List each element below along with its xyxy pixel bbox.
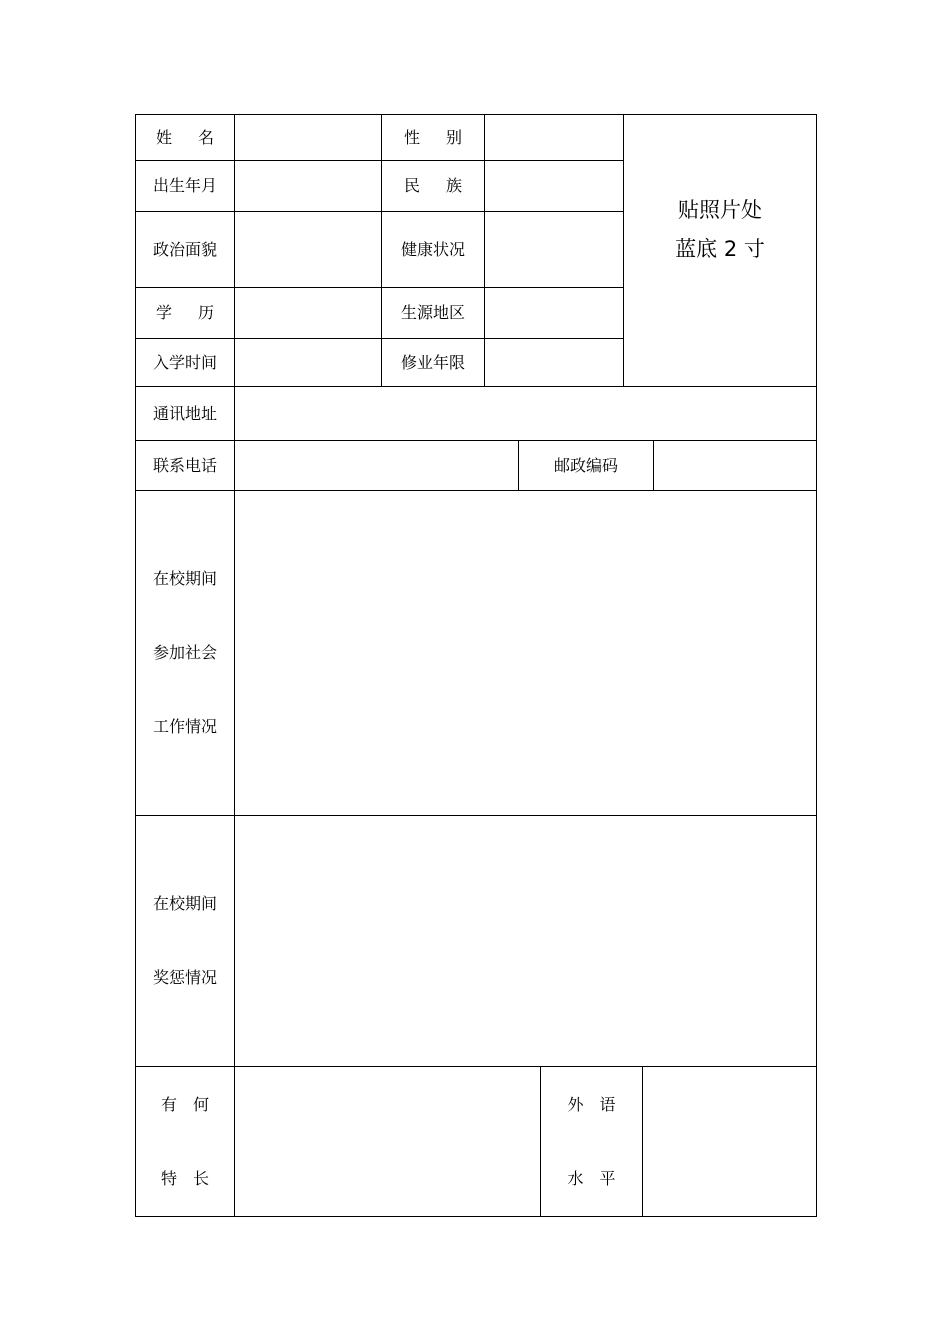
border-bottom [135, 1216, 817, 1217]
health-label: 健康状况 [400, 239, 465, 259]
health-field[interactable] [485, 212, 623, 287]
education-field[interactable] [235, 288, 381, 338]
postcode-field[interactable] [654, 441, 816, 490]
name-field[interactable] [235, 115, 381, 160]
duration-field[interactable] [485, 339, 623, 386]
phone-label: 联系电话 [152, 455, 217, 475]
specialty-field[interactable] [235, 1067, 540, 1216]
photo-spec: 蓝底 2 寸 [675, 237, 765, 261]
ethnic-field[interactable] [485, 161, 623, 211]
photo-caption: 贴照片处 [678, 198, 762, 222]
enroll-field[interactable] [235, 339, 381, 386]
political-label: 政治面貌 [152, 239, 217, 259]
education-label: 学 历 [156, 303, 214, 322]
address-label: 通讯地址 [152, 403, 217, 423]
photo-placeholder[interactable] [624, 115, 816, 345]
political-field[interactable] [235, 212, 381, 287]
awards-label: 在校期间 奖惩情况 [152, 894, 217, 987]
origin-label: 生源地区 [400, 303, 465, 322]
language-label: 外 语 水 平 [567, 1094, 616, 1188]
ethnic-label: 民 族 [404, 176, 462, 195]
awards-field[interactable] [235, 816, 816, 1066]
border-right [816, 114, 817, 1217]
duration-label: 修业年限 [400, 352, 465, 372]
origin-field[interactable] [485, 288, 623, 338]
birth-field[interactable] [235, 161, 381, 211]
birth-label: 出生年月 [152, 176, 217, 195]
postcode-label: 邮政编码 [553, 455, 618, 475]
address-field[interactable] [235, 387, 816, 440]
social-work-field[interactable] [235, 491, 816, 815]
name-label: 姓 名 [156, 127, 214, 147]
enroll-label: 入学时间 [152, 352, 217, 372]
gender-label: 性 别 [404, 127, 462, 147]
gender-field[interactable] [485, 115, 623, 160]
language-field[interactable] [643, 1067, 816, 1216]
specialty-label: 有 何 特 长 [160, 1094, 209, 1188]
phone-field[interactable] [235, 441, 518, 490]
social-work-label: 在校期间 参加社会 工作情况 [152, 569, 217, 736]
